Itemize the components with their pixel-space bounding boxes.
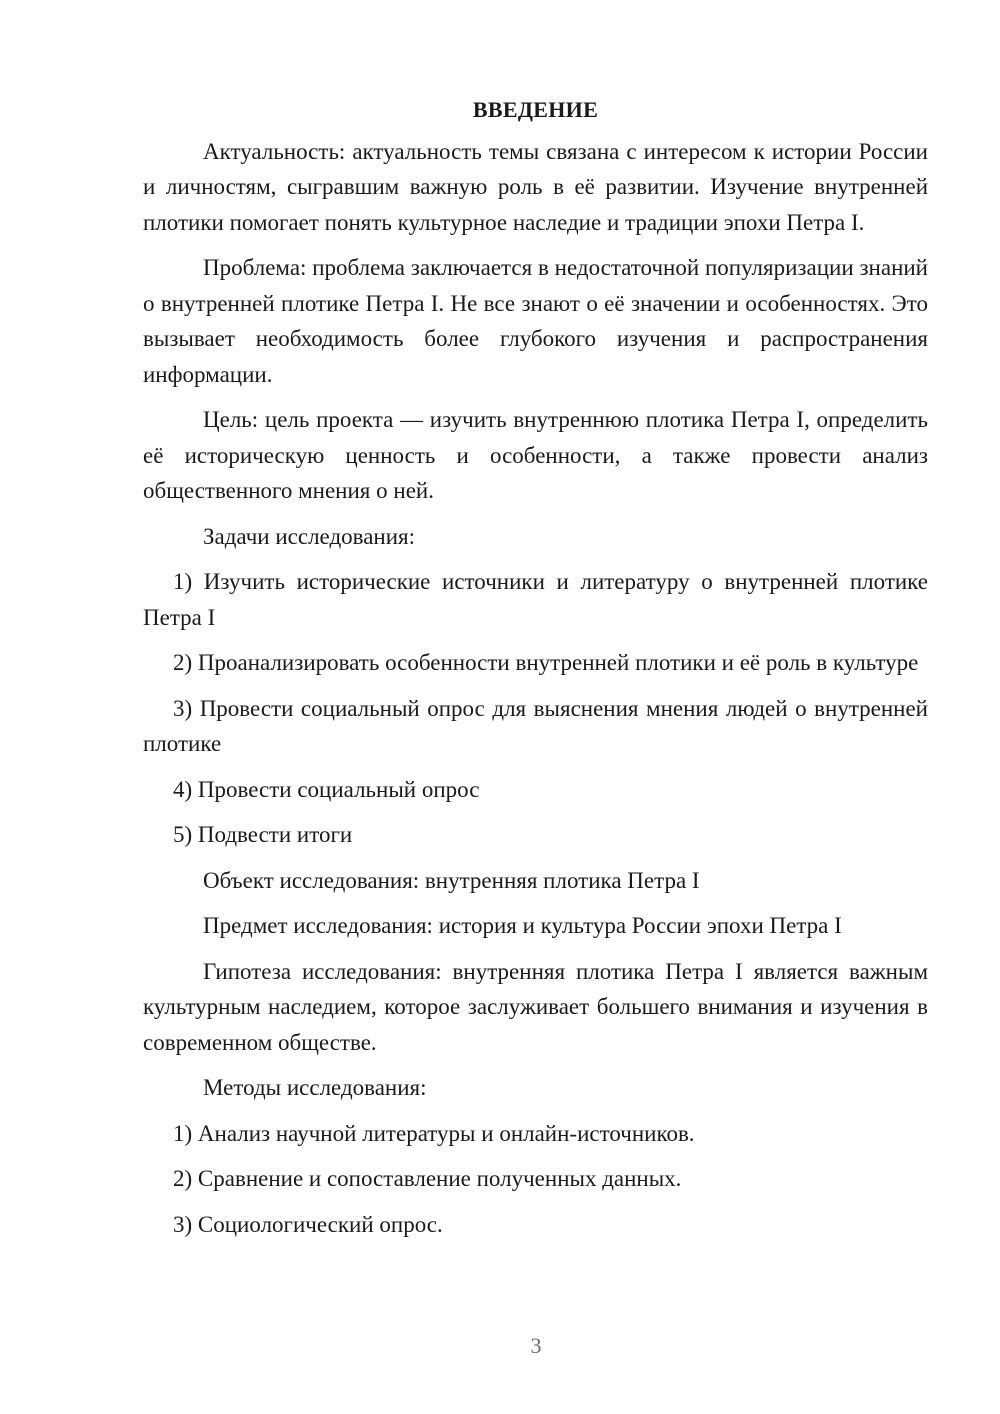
tasks-heading: Задачи исследования: — [203, 523, 416, 549]
hypothesis-paragraph: Гипотеза исследования: внутренняя плотика Петра I является важным культурным наследием, которое заслуживает большего внимания и изучения в современном обществе. — [143, 958, 928, 1055]
method-item: 3) Социологический опрос. — [173, 1211, 443, 1237]
page-number: 3 — [530, 1333, 542, 1358]
methods-heading: Методы исследования: — [203, 1075, 427, 1100]
method-item: 2) Сравнение и сопоставление полученных данных. — [173, 1166, 682, 1191]
section-title: ВВЕДЕНИЕ — [472, 97, 599, 122]
document-page — [143, 92, 928, 1252]
subject-paragraph: Предмет исследования: история и культура России эпохи Петра I — [203, 913, 842, 938]
method-item: 1) Анализ научной литературы и онлайн-источников. — [173, 1120, 695, 1146]
task-item: 4) Провести социальный опрос — [173, 776, 480, 802]
goal-paragraph: Цель: цель проекта — изучить внутреннюю плотика Петра I, определить её историческую ценность и особенности, а также провести анализ общественного мнения о ней. — [143, 407, 928, 503]
task-item: 2) Проанализировать особенности внутренней плотики и её роль в культуре — [173, 650, 919, 675]
task-item: 3) Провести социальный опрос для выяснения мнения людей о внутренней плотике — [143, 695, 928, 756]
problem-paragraph: Проблема: проблема заключается в недостаточной популяризации знаний о внутренней плотике Петра I. Не все знают о её значении и особенностях. Это вызывает необходимость более глубокого изучения и распространения информации. — [143, 255, 928, 387]
task-item: 5) Подвести итоги — [173, 822, 353, 847]
task-item: 1) Изучить исторические источники и литературу о внутренней плотике Петра I — [143, 569, 928, 630]
relevance-paragraph: Актуальность: актуальность темы связана с интересом к истории России и личностям, сыгравшим важную роль в её развитии. Изучение внутренней плотики помогает понять культурное наследие и традиции эпохи Петра I. — [143, 138, 928, 235]
object-paragraph: Объект исследования: внутренняя плотика Петра I — [203, 867, 700, 893]
